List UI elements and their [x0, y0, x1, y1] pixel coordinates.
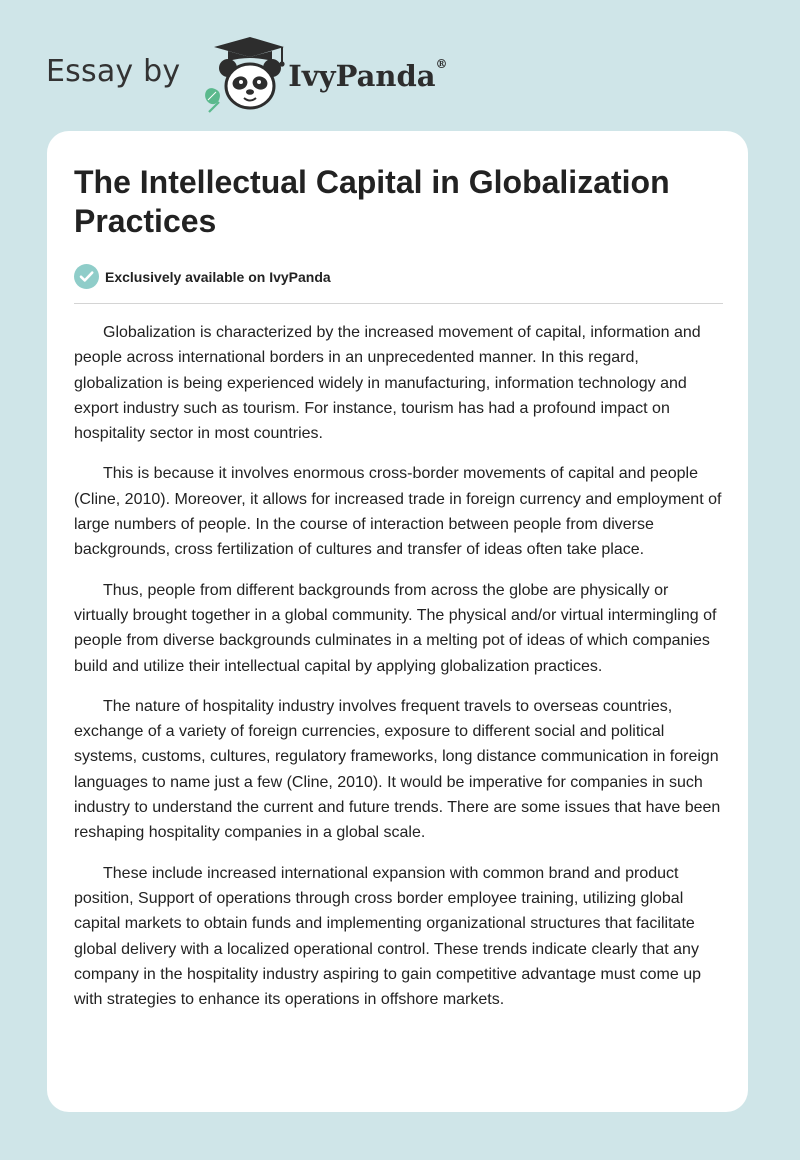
panda-graduate-icon[interactable]	[194, 34, 286, 114]
essay-body	[74, 320, 724, 1027]
paragraph: Globalization is characterized by the increased movement of capital, information and people across international borders in an unprecedented manner. In this regard, globalization is being experienced widely in manufacturing, information technology and export industry such as tourism. For instance, tourism has had a profound impact on hospitality sector in most countries.	[74, 324, 701, 443]
brand-name[interactable]	[288, 59, 447, 93]
paragraph: The nature of hospitality industry involves frequent travels to overseas countries, exchange of a variety of foreign currencies, exposure to different social and political systems, customs, cultures, regulatory frameworks, long distance communication in foreign languages to name just a few (Cline, 2010). It would be imperative for companies in such industry to understand the current and future trends. There are some issues that have been reshaping hospitality companies in a global scale.	[74, 697, 721, 842]
essay-by-label: Essay by	[46, 53, 181, 89]
site-header	[46, 34, 448, 114]
divider	[74, 303, 723, 304]
page-title: The Intellectual Capital in Globalization Practices	[74, 164, 670, 239]
paragraph: These include increased international expansion with common brand and product position, Support of operations through cross border employee training, utilizing global capital markets to obtain funds and implementing organizational structures that facilitate global delivery with a localized operational control. These trends indicate clearly that any company in the hospitality industry aspiring to gain competitive advantage must come up with strategies to enhance its operations in offshore markets.	[74, 864, 702, 1009]
brand-text: IvyPanda	[288, 59, 436, 93]
trademark-symbol: ®	[435, 57, 448, 71]
badge-text: Exclusively available on IvyPanda	[105, 268, 331, 285]
exclusive-badge	[74, 264, 331, 289]
essay-card	[47, 131, 748, 1112]
paragraph: This is because it involves enormous cross-border movements of capital and people (Cline, 2010). Moreover, it allows for increased trade in foreign currency and employment of large numbers of people. In the course of interaction between people from diverse backgrounds, cross fertilization of cultures and transfer of ideas often take place.	[74, 465, 722, 559]
check-icon	[74, 264, 99, 289]
paragraph: Thus, people from different backgrounds from across the globe are physically or virtually brought together in a global community. The physical and/or virtual intermingling of people from diverse backgrounds culminates in a melting pot of ideas of which companies build and utilize their intellectual capital by applying globalization practices.	[74, 581, 717, 675]
